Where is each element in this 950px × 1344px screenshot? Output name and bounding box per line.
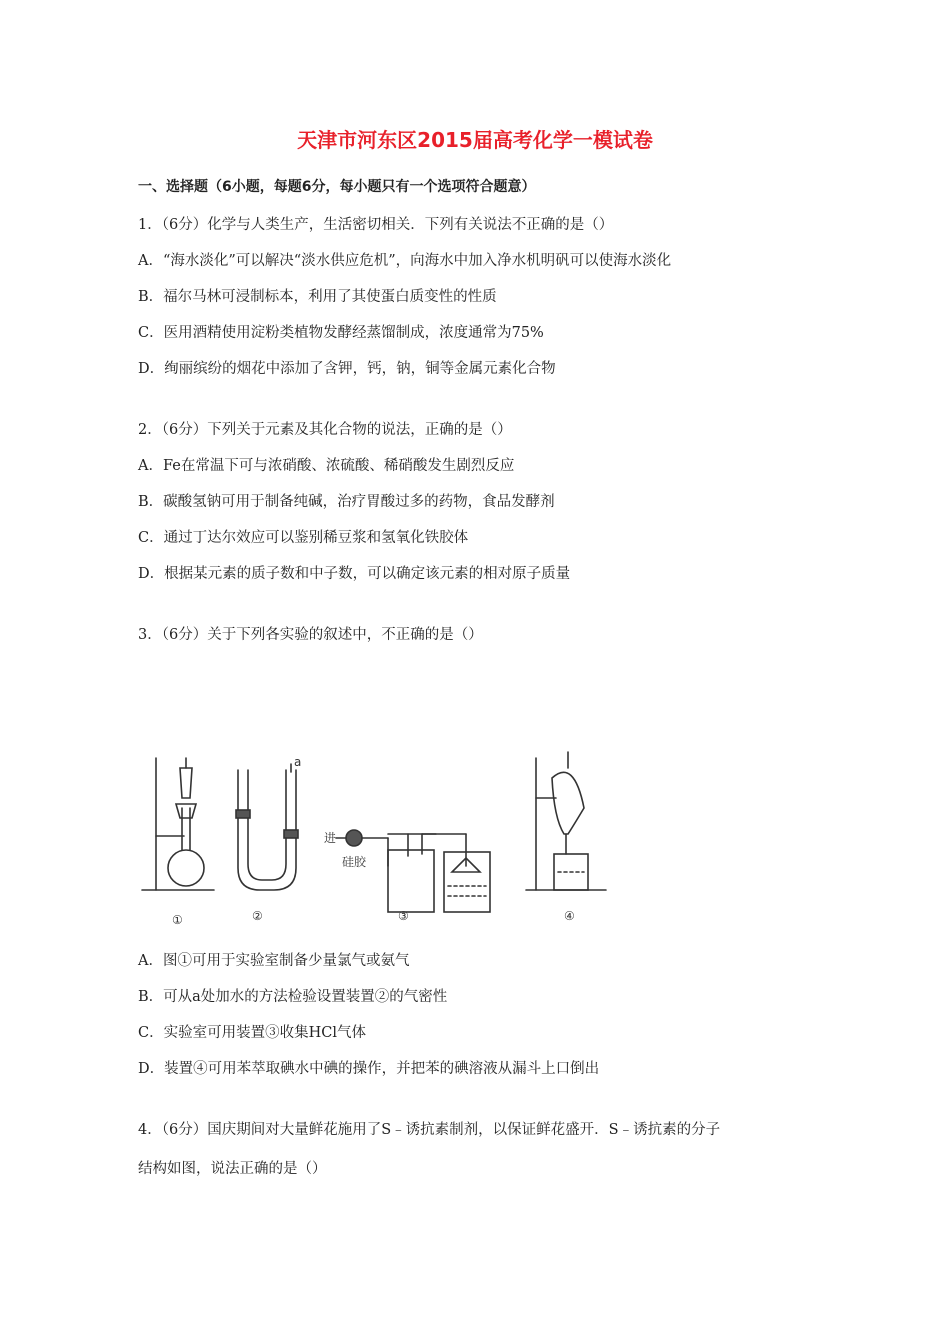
question-3-option-d: D．装置④可用苯萃取碘水中碘的操作，并把苯的碘溶液从漏斗上口倒出 [138,1061,600,1077]
page-title: 天津市河东区2015届高考化学一模试卷 [297,128,653,152]
apparatus-4-separatory-funnel [526,752,606,890]
question-2-option-a: A．Fe在常温下可与浓硝酸、浓硫酸、稀硝酸发生剧烈反应 [138,458,515,474]
question-2-stem: 2．（6分）下列关于元素及其化合物的说法，正确的是（） [138,422,512,438]
question-2-option-b: B．碳酸氢钠可用于制备纯碱，治疗胃酸过多的药物，食品发酵剂 [138,494,555,510]
apparatus-2-u-tube [236,764,298,890]
figure-label-2: ② [252,909,263,923]
question-1-option-d: D．绚丽缤纷的烟花中添加了含钾，钙，钠，铜等金属元素化合物 [138,361,556,377]
apparatus-figure [136,658,616,938]
question-3-stem: 3．（6分）关于下列各实验的叙述中，不正确的是（） [138,627,483,643]
tag-a: a [294,755,302,769]
question-4-stem-line2: 结构如图，说法正确的是（） [138,1161,327,1177]
question-1-option-b: B．福尔马林可浸制标本，利用了其使蛋白质变性的性质 [138,289,497,305]
figure-label-4: ④ [564,909,575,923]
question-3-option-c: C．实验室可用装置③收集HCl气体 [138,1025,366,1041]
figure-label-1: ① [172,913,183,927]
section-heading: 一、选择题（6小题，每题6分，每小题只有一个选项符合题意） [138,179,536,195]
question-3-option-a: A．图①可用于实验室制备少量氯气或氨气 [138,953,410,969]
tag-silica: 硅胶 [342,855,367,869]
tag-in: 进 [324,831,337,845]
apparatus-1-flask [142,758,214,890]
question-1-option-c: C．医用酒精使用淀粉类植物发酵经蒸馏制成，浓度通常为75% [138,325,544,341]
question-1-stem: 1．（6分）化学与人类生产，生活密切相关．下列有关说法不正确的是（） [138,217,614,233]
question-2-option-c: C．通过丁达尔效应可以鉴别稀豆浆和氢氧化铁胶体 [138,530,469,546]
question-3-option-b: B．可从a处加水的方法检验设置装置②的气密性 [138,989,448,1005]
question-1-option-a: A．“海水淡化”可以解决“淡水供应危机”，向海水中加入净水机明矾可以使海水淡化 [138,253,672,269]
question-4-stem-line1: 4．（6分）国庆期间对大量鲜花施用了S﹣诱抗素制剂，以保证鲜花盛开．S﹣诱抗素的分子 [138,1122,721,1138]
question-2-option-d: D．根据某元素的质子数和中子数，可以确定该元素的相对原子质量 [138,566,571,582]
apparatus-3-gas-collection [336,830,490,912]
figure-label-3: ③ [398,909,409,923]
